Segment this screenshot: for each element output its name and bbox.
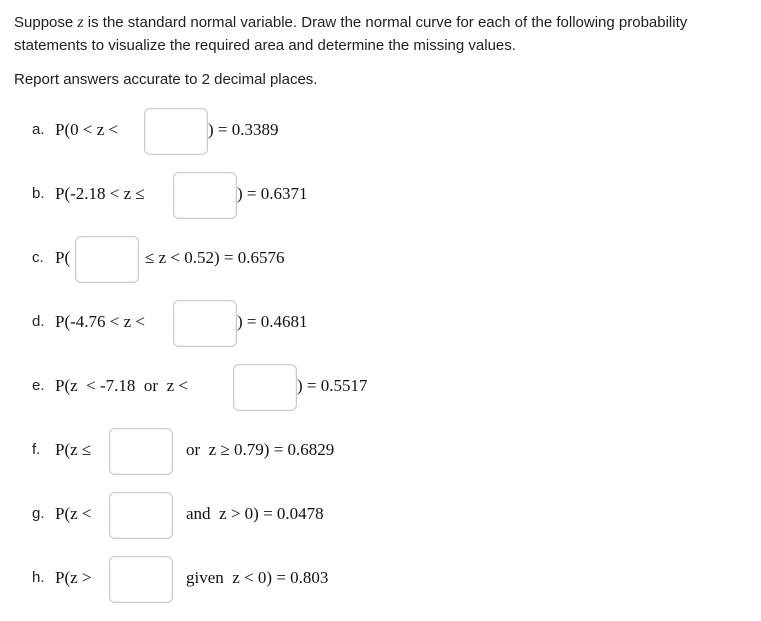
question-d-prefix: P(-4.76 < z < xyxy=(55,312,145,331)
question-h-letter: h. xyxy=(32,569,45,586)
question-e-letter: e. xyxy=(32,377,45,394)
question-h-prefix: P(z > xyxy=(55,568,92,587)
instructions xyxy=(14,11,744,57)
question-c-letter: c. xyxy=(32,249,44,266)
instructions-pre: Suppose xyxy=(14,14,78,31)
question-c-suffix: ≤ z < 0.52) = 0.6576 xyxy=(145,248,285,267)
question-g-prefix: P(z < xyxy=(55,504,92,523)
question-b-suffix: ) = 0.6371 xyxy=(237,184,308,203)
question-b-answer-input[interactable] xyxy=(173,172,237,219)
question-h-answer-input[interactable] xyxy=(109,556,173,603)
question-f-letter: f. xyxy=(32,441,41,458)
instructions-variable: z xyxy=(77,14,84,31)
question-b-letter: b. xyxy=(32,185,45,202)
question-d-answer-input[interactable] xyxy=(173,300,237,347)
question-e-answer-input[interactable] xyxy=(233,364,297,411)
question-e-suffix: ) = 0.5517 xyxy=(297,376,368,395)
question-g-answer-input[interactable] xyxy=(109,492,173,539)
question-g-letter: g. xyxy=(32,505,45,522)
question-f-suffix: or z ≥ 0.79) = 0.6829 xyxy=(186,440,335,459)
question-e-prefix: P(z < -7.18 or z < xyxy=(55,376,188,395)
question-d-suffix: ) = 0.4681 xyxy=(237,312,308,331)
question-d-letter: d. xyxy=(32,313,45,330)
question-a-prefix: P(0 < z < xyxy=(55,120,119,139)
question-c-answer-input[interactable] xyxy=(75,236,139,283)
question-c-prefix: P( xyxy=(55,248,71,267)
instructions-post: is the standard normal variable. Draw the normal curve for each of the following probability statements to visualize the required area and determine the missing values. xyxy=(14,14,688,54)
report-instruction: Report answers accurate to 2 decimal places. xyxy=(14,71,318,88)
question-h-suffix: given z < 0) = 0.803 xyxy=(186,568,329,587)
question-a-suffix: ) = 0.3389 xyxy=(208,120,279,139)
question-f-prefix: P(z ≤ xyxy=(55,440,92,459)
question-b-prefix: P(-2.18 < z ≤ xyxy=(55,184,145,203)
question-f-answer-input[interactable] xyxy=(109,428,173,475)
question-g-suffix: and z > 0) = 0.0478 xyxy=(186,504,324,523)
question-a-letter: a. xyxy=(32,121,45,138)
question-a-answer-input[interactable] xyxy=(144,108,208,155)
